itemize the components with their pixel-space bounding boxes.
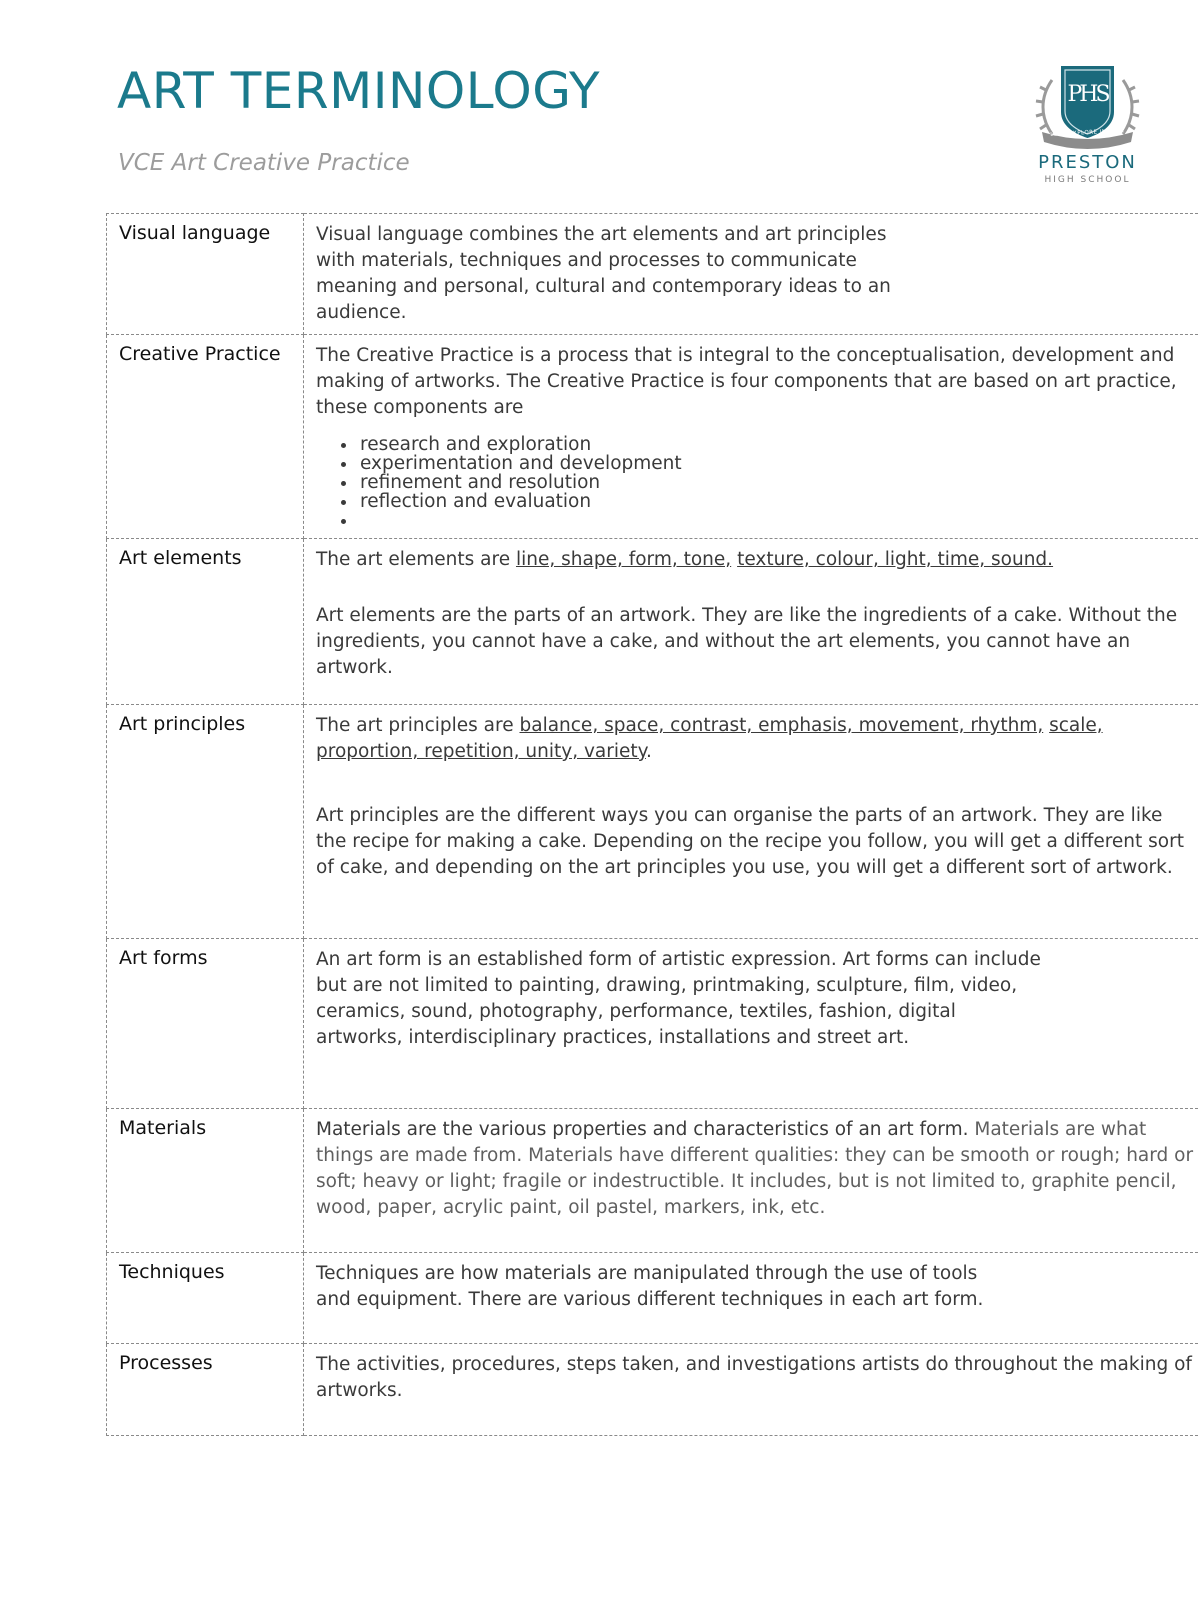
intro-text: The art elements are [316, 549, 511, 570]
definition-visual-language [304, 214, 1200, 335]
term-techniques: Techniques [107, 1253, 304, 1344]
page-subtitle: VCE Art Creative Practice [118, 150, 410, 176]
term-creative-practice: Creative Practice [107, 335, 304, 539]
principles-list-b: scale, proportion, repetition, unity, variety [316, 715, 1103, 762]
list-item: • research and exploration [358, 435, 1195, 454]
table-row [107, 335, 1200, 539]
definition-text: An art form is an established form of artistic expression. Art forms can include but are not limited to painting, drawing, printmaking, sculpture, film, video, ceramics, sound, photography, performance, textiles, fashion, digital artworks, interdisciplinary practices, installations and street art. [316, 949, 1041, 1048]
definition-materials [304, 1109, 1200, 1253]
definition-techniques [304, 1253, 1200, 1344]
logo-school-name: PRESTON [1038, 152, 1137, 173]
logo-monogram: PHS [1067, 82, 1108, 107]
list-item: • reflection and evaluation [358, 492, 1195, 511]
definition-text [316, 1117, 1195, 1221]
elements-list-a: line, shape, form, tone, [515, 549, 732, 570]
definition-text: Visual language combines the art elements and art principles with materials, techniques and processes to communicate meaning and personal, cultural and contemporary ideas to an audience. [316, 224, 891, 323]
logo-motto: LEAD EXPLORE INSPIRE [1050, 128, 1125, 138]
definition-processes [304, 1344, 1200, 1436]
definition-text: Art elements are the parts of an artwork. They are like the ingredients of a cake. Without the ingredients, you cannot have a cake, and without the art elements, you cannot have an artwork. [316, 605, 1178, 678]
page-title: ART TERMINOLOGY [117, 62, 600, 120]
table-row [107, 214, 1200, 335]
definition-art-forms [304, 939, 1200, 1109]
list-item: • experimentation and development [358, 454, 1195, 473]
definition-part-a: Materials are the various properties and characteristics of an art form. [316, 1119, 969, 1140]
table-row [107, 1109, 1200, 1253]
intro-text: The art principles are [316, 715, 514, 736]
principles-list-a: balance, space, contrast, emphasis, movement, rhythm, [519, 715, 1044, 736]
term-art-principles: Art principles [107, 705, 304, 939]
definition-creative-practice [304, 335, 1200, 539]
principles-list-line [316, 713, 1195, 765]
definition-part-b: Materials are what things are made from. Materials have different qualities: they can be smooth or rough; hard or soft; heavy or light; fragile or indestructible. It includes, but is not limited to, graphite pencil, wood, paper, acrylic paint, oil pastel, markers, ink, etc. [316, 1119, 1194, 1218]
terminology-table [106, 213, 1200, 1436]
table-row [107, 705, 1200, 939]
term-materials: Materials [107, 1109, 304, 1253]
term-processes: Processes [107, 1344, 304, 1436]
list-end: . [645, 741, 652, 762]
term-art-forms: Art forms [107, 939, 304, 1109]
table-row [107, 539, 1200, 705]
table-row [107, 939, 1200, 1109]
elements-list-line [316, 547, 1195, 573]
definition-art-principles [304, 705, 1200, 939]
list-item [358, 511, 1195, 530]
definition-text: The activities, procedures, steps taken, and investigations artists do throughout the making of artworks. [316, 1354, 1192, 1401]
definition-art-elements [304, 539, 1200, 705]
components-list [316, 435, 1195, 530]
term-visual-language: Visual language [107, 214, 304, 335]
definition-text: Art principles are the different ways you can organise the parts of an artwork. They are like the recipe for making a cake. Depending on the recipe you follow, you will get a different sort of cake, and depending on the art principles you use, you will get a different sort of artwork. [316, 805, 1184, 878]
term-art-elements: Art elements [107, 539, 304, 705]
list-item: • refinement and resolution [358, 473, 1195, 492]
table-row [107, 1253, 1200, 1344]
table-row [107, 1344, 1200, 1436]
elements-list-b: texture, colour, light, time, sound. [737, 549, 1054, 570]
definition-text: Techniques are how materials are manipulated through the use of tools and equipment. There are various different techniques in each art form. [316, 1263, 984, 1310]
logo-school-sub: HIGH SCHOOL [1044, 175, 1131, 185]
definition-text: The Creative Practice is a process that is integral to the conceptualisation, development and making of artworks. The Creative Practice is four components that are based on art practice, these components are [316, 345, 1177, 418]
